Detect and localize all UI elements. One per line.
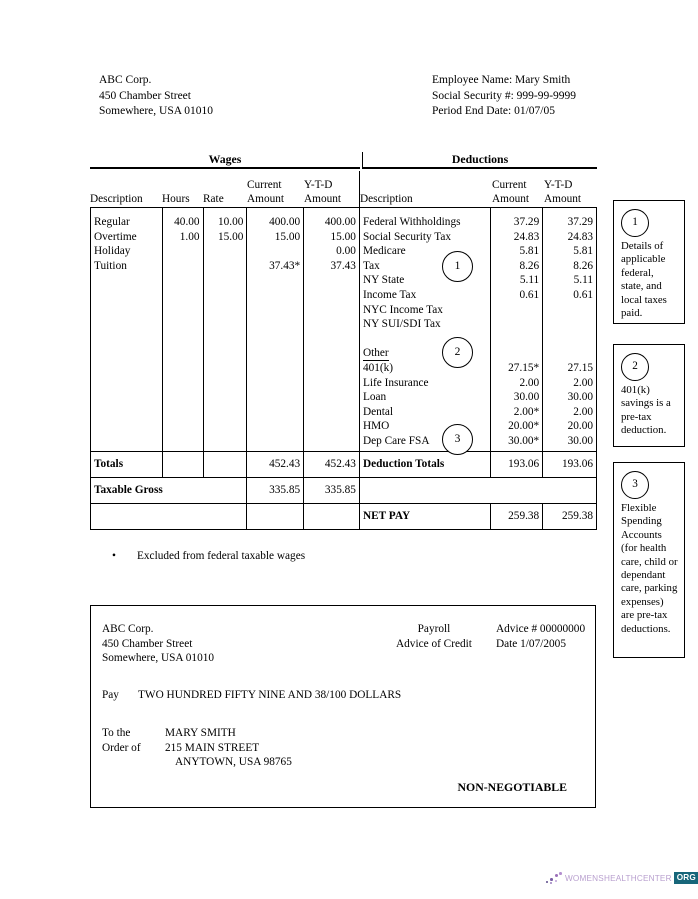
- wage-row-description: Tuition: [94, 259, 127, 272]
- col-header-hours: Hours: [162, 192, 190, 205]
- check-company-city: Somewhere, USA 01010: [102, 652, 215, 664]
- wages-current-column: [247, 208, 304, 451]
- deduction-row-current: 8.26: [519, 259, 540, 272]
- deduction-row-current: 37.29: [513, 216, 540, 228]
- col-header-current-line1: Current: [247, 179, 282, 191]
- col-header-ytd-line2: Amount: [304, 192, 342, 205]
- dots-icon: [545, 871, 565, 885]
- column-header-row: [90, 171, 597, 207]
- taxable-gross-empty-cell: [360, 478, 596, 503]
- other-row-current: 2.00*: [513, 405, 540, 418]
- company-street: 450 Chamber Street: [99, 89, 191, 102]
- other-row-ytd: 20.00: [567, 420, 593, 433]
- note-3-text: Flexible Spending Accounts (for health care, child or dependant care, parking expenses) are pre-tax deductions.: [621, 502, 678, 635]
- col-header-description: Description: [90, 192, 143, 205]
- watermark-logo: [545, 871, 698, 885]
- note-2-text: 401(k) savings is a pre-tax deduction.: [621, 384, 671, 437]
- check-payee-address: [165, 726, 292, 770]
- col-header-current-line2: Amount: [247, 192, 285, 205]
- wage-row-rate: 15.00: [217, 230, 244, 243]
- check-payee-block: [102, 726, 292, 770]
- net-pay-row: [90, 503, 597, 530]
- net-pay-empty-ytd: [304, 504, 360, 529]
- deduction-row-description: NY State: [362, 274, 405, 287]
- other-row-current: 2.00: [519, 376, 540, 389]
- net-pay-label: NET PAY: [360, 504, 491, 529]
- col-header-ytd-amount: [304, 171, 360, 207]
- deduction-row-description: Social Security Tax: [362, 230, 452, 243]
- deduction-row-current: 5.81: [519, 245, 540, 258]
- other-row-current: 30.00*: [508, 434, 540, 447]
- net-pay-ytd: 259.38: [561, 510, 594, 522]
- check-advice-block: [496, 622, 585, 651]
- other-row-description: HMO: [362, 420, 390, 433]
- totals-hours-cell: [163, 452, 204, 477]
- net-pay-empty-left: [91, 504, 247, 529]
- note-2-number: 2: [621, 353, 649, 381]
- payment-advice-check: [90, 605, 596, 808]
- check-order-labels: [102, 726, 165, 770]
- watermark-org-badge: ORG: [674, 872, 698, 884]
- deduction-totals-label: Deduction Totals: [360, 452, 491, 477]
- deduction-row-description: Tax: [362, 259, 380, 272]
- other-row-ytd: 30.00: [567, 434, 593, 447]
- deduction-row-ytd: 24.83: [567, 230, 593, 243]
- col-header-ded-ytd-line2: Amount: [544, 192, 582, 205]
- check-advice-number: Advice # 00000000: [496, 623, 586, 635]
- note-3-number: 3: [621, 471, 649, 499]
- wage-row-ytd: 15.00: [330, 230, 356, 243]
- net-pay-current: 259.38: [491, 504, 543, 529]
- callout-circle-3: 3: [442, 424, 473, 455]
- note-1-number: 1: [621, 209, 649, 237]
- col-header-current-amount: [247, 171, 304, 207]
- other-label: Other: [362, 347, 389, 360]
- pay-stub-table: [90, 152, 597, 530]
- annotation-note-1: [613, 200, 685, 324]
- other-row-description: 401(k): [362, 361, 394, 374]
- payee-city: ANYTOWN, USA 98765: [175, 756, 292, 768]
- wages-hours-column: [163, 208, 204, 451]
- check-advice-of-credit-label: Advice of Credit: [396, 637, 472, 650]
- col-header-ytd-line1: Y-T-D: [304, 179, 333, 191]
- totals-ytd: 452.43: [304, 452, 360, 477]
- footnote-text: Excluded from federal taxable wages: [137, 550, 306, 562]
- check-company-name: ABC Corp.: [102, 623, 154, 635]
- col-header-ded-current-line1: Current: [492, 179, 527, 191]
- check-payroll-block: [396, 622, 472, 651]
- wages-title: Wages: [90, 152, 360, 169]
- other-row-description: Dep Care FSA: [362, 434, 430, 447]
- check-to-the-label: To the: [102, 727, 131, 739]
- deduction-row-description: Federal Withholdings: [362, 216, 461, 228]
- check-payroll-label: Payroll: [417, 623, 451, 635]
- other-row-ytd: 27.15: [567, 361, 593, 374]
- deductions-description-column: [360, 208, 491, 451]
- wage-row-hours: 40.00: [174, 216, 200, 228]
- non-negotiable-stamp: NON-NEGOTIABLE: [457, 780, 567, 794]
- other-row-description: Dental: [362, 405, 394, 418]
- check-amount-words: TWO HUNDRED FIFTY NINE AND 38/100 DOLLARS: [138, 689, 402, 701]
- wage-row-description: Regular: [94, 216, 130, 228]
- employee-name: Employee Name: Mary Smith: [432, 74, 571, 86]
- wage-row-ytd: 37.43: [330, 259, 356, 272]
- deduction-row-ytd: 5.81: [573, 245, 593, 258]
- check-pay-line: [102, 689, 401, 701]
- deduction-totals-current: 193.06: [491, 452, 543, 477]
- watermark-name: WOMENSHEALTHCENTER: [565, 873, 672, 883]
- deduction-row-description: NY SUI/SDI Tax: [362, 318, 441, 331]
- annotation-note-3: [613, 462, 685, 658]
- other-row-description: Life Insurance: [362, 376, 429, 389]
- wages-ytd-column: [304, 208, 360, 451]
- totals-rate-cell: [204, 452, 248, 477]
- check-pay-label: Pay: [102, 689, 119, 701]
- taxable-gross-current: 335.85: [247, 478, 304, 503]
- wages-rate-column: [204, 208, 248, 451]
- other-row-ytd: 30.00: [567, 391, 593, 404]
- deduction-row-ytd: 5.11: [573, 274, 593, 287]
- wage-row-current: 15.00: [274, 230, 301, 243]
- deduction-row-description: Medicare: [362, 245, 406, 258]
- other-row-ytd: 2.00: [573, 376, 593, 389]
- deductions-current-column: [491, 208, 543, 451]
- wages-description-column: [91, 208, 163, 451]
- col-header-deduction-description: Description: [360, 192, 413, 205]
- deduction-row-current: 24.83: [513, 230, 540, 243]
- table-title-row: [90, 152, 597, 171]
- check-company-street: 450 Chamber Street: [102, 637, 193, 650]
- company-header: [99, 73, 213, 120]
- col-header-deduction-current: [492, 171, 544, 207]
- wage-row-current: 400.00: [269, 216, 301, 228]
- taxable-gross-row: [90, 477, 597, 503]
- payee-street: 215 MAIN STREET: [165, 741, 260, 754]
- annotation-note-2: [613, 344, 685, 447]
- company-city: Somewhere, USA 01010: [99, 105, 214, 117]
- other-row-description: Loan: [362, 391, 387, 404]
- deduction-row-description: NYC Income Tax: [362, 303, 443, 316]
- deductions-title: Deductions: [362, 152, 597, 169]
- callout-circle-2: 2: [442, 337, 473, 368]
- employee-header: [432, 73, 576, 120]
- totals-current: 452.43: [247, 452, 304, 477]
- deduction-row-description: Income Tax: [362, 288, 417, 301]
- wage-row-ytd: 0.00: [336, 245, 356, 258]
- other-row-ytd: 2.00: [573, 405, 593, 418]
- wage-row-ytd: 400.00: [324, 216, 356, 228]
- wage-row-description: Overtime: [94, 230, 137, 243]
- callout-circle-1: 1: [442, 251, 473, 282]
- deductions-ytd-column: [543, 208, 596, 451]
- check-order-of-label: Order of: [102, 741, 141, 754]
- note-1-text: Details of applicable federal, state, and local taxes paid.: [621, 240, 667, 320]
- other-row-current: 27.15*: [508, 361, 540, 374]
- col-header-ded-ytd-line1: Y-T-D: [544, 179, 573, 191]
- check-date: Date 1/07/2005: [496, 637, 566, 650]
- period-end-date: Period End Date: 01/07/05: [432, 105, 555, 117]
- table-body-grid: [90, 207, 597, 451]
- col-header-ded-current-line2: Amount: [492, 192, 530, 205]
- other-row-current: 30.00: [513, 391, 540, 404]
- net-pay-empty-current: [247, 504, 304, 529]
- wage-row-rate: 10.00: [217, 216, 244, 228]
- check-company-block: [102, 622, 214, 666]
- taxable-gross-ytd: 335.85: [304, 478, 360, 503]
- payee-name: MARY SMITH: [165, 727, 236, 739]
- wage-row-hours: 1.00: [179, 230, 200, 243]
- deduction-row-ytd: 37.29: [567, 216, 593, 228]
- footnote: [112, 550, 306, 562]
- deduction-row-ytd: 0.61: [573, 288, 593, 301]
- deduction-totals-ytd: 193.06: [561, 458, 594, 470]
- footnote-bullet: •: [112, 550, 116, 562]
- deduction-row-current: 5.11: [519, 274, 540, 287]
- wage-row-current: 37.43*: [269, 259, 301, 272]
- taxable-gross-label: Taxable Gross: [91, 478, 247, 503]
- wage-row-description: Holiday: [94, 245, 131, 258]
- company-name: ABC Corp.: [99, 74, 152, 86]
- deduction-row-ytd: 8.26: [573, 259, 593, 272]
- col-header-deduction-ytd: [544, 171, 597, 207]
- employee-ssn: Social Security #: 999-99-9999: [432, 89, 577, 102]
- col-header-rate: Rate: [203, 192, 224, 205]
- totals-row: [90, 451, 597, 477]
- other-row-current: 20.00*: [508, 420, 540, 433]
- totals-label: Totals: [91, 452, 163, 477]
- deduction-row-current: 0.61: [519, 288, 540, 301]
